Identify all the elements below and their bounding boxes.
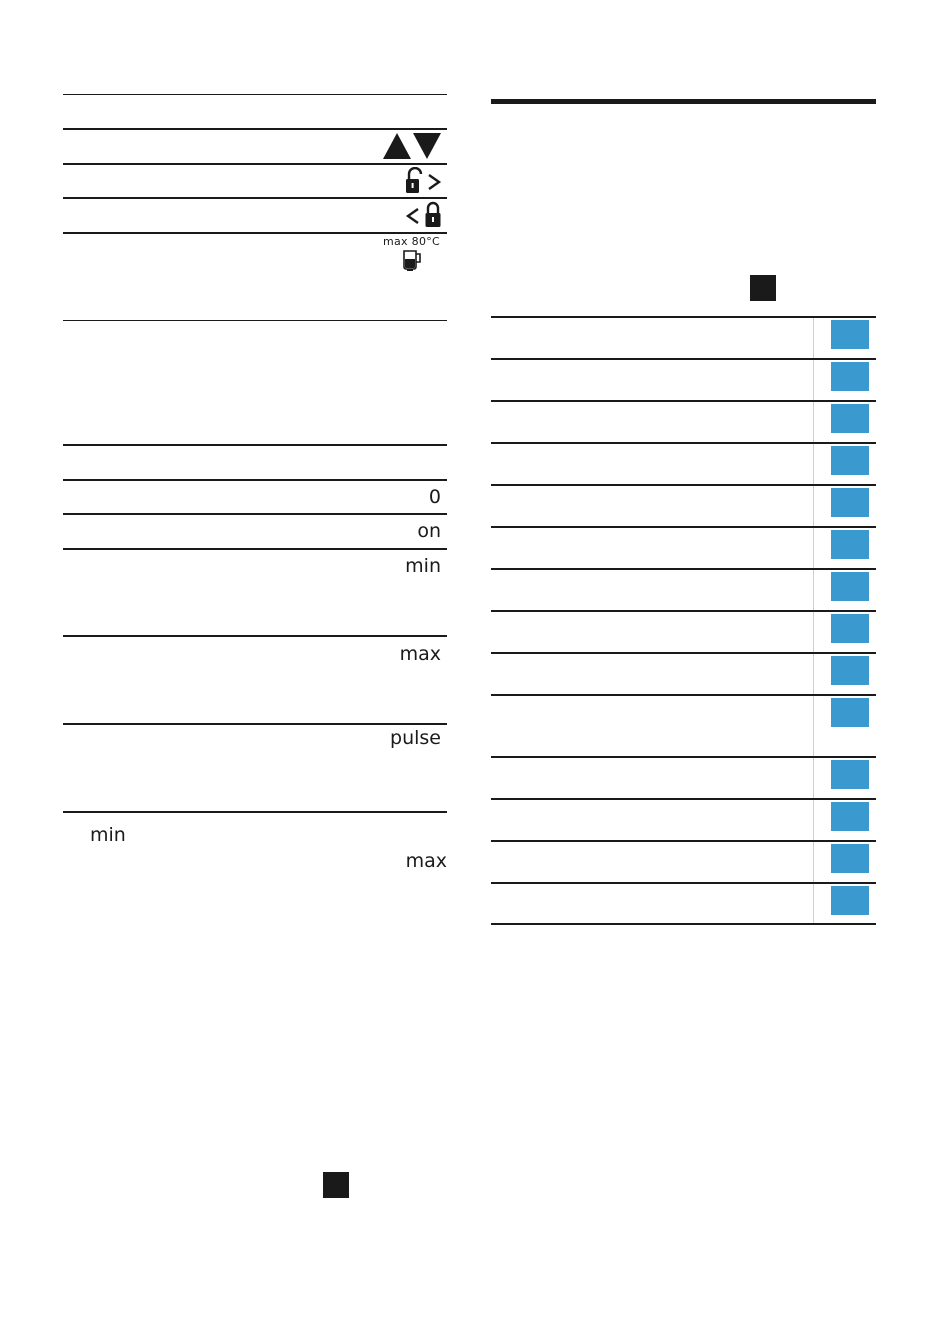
color-cell (831, 656, 869, 685)
color-cell (831, 446, 869, 475)
lock-icon (404, 201, 444, 229)
divider (63, 163, 447, 165)
table-row-line (491, 316, 876, 318)
table-row-line (491, 526, 876, 528)
speed-on-label: on (417, 520, 441, 542)
black-square-icon (323, 1172, 349, 1198)
divider (63, 320, 447, 321)
color-cell (831, 572, 869, 601)
color-cell (831, 698, 869, 727)
heading-rule (491, 99, 876, 104)
divider (63, 128, 447, 130)
jug-temperature-label: max 80°C (383, 235, 441, 248)
table-row-line (491, 652, 876, 654)
range-max-label: max (405, 850, 447, 872)
black-square-icon (750, 275, 776, 301)
divider (63, 635, 447, 637)
table-row-line (491, 840, 876, 842)
color-cell (831, 404, 869, 433)
unlock-icon (404, 167, 444, 195)
column-separator (813, 317, 814, 923)
table-row-line (491, 484, 876, 486)
up-down-triangles-icon (383, 132, 441, 160)
color-cell (831, 614, 869, 643)
speed-min-label: min (405, 555, 441, 577)
table-row-line (491, 756, 876, 758)
divider (63, 94, 447, 95)
divider (63, 723, 447, 725)
speed-pulse-label: pulse (390, 727, 441, 749)
table-row-line (491, 610, 876, 612)
color-cell (831, 488, 869, 517)
table-row-line (491, 400, 876, 402)
speed-zero-label: 0 (428, 486, 441, 508)
color-cell (831, 530, 869, 559)
color-cell (831, 886, 869, 915)
table-row-line (491, 358, 876, 360)
divider (63, 444, 447, 446)
divider (63, 811, 447, 813)
divider (63, 548, 447, 550)
divider (63, 232, 447, 234)
color-cell (831, 802, 869, 831)
jug-icon (402, 250, 422, 272)
table-row-line (491, 694, 876, 696)
speed-max-label: max (399, 643, 441, 665)
table-row-line (491, 882, 876, 884)
divider (63, 479, 447, 481)
color-cell (831, 760, 869, 789)
table-row-line (491, 798, 876, 800)
range-min-label: min (90, 824, 126, 846)
divider (63, 513, 447, 515)
table-row-line (491, 442, 876, 444)
color-cell (831, 320, 869, 349)
color-cell (831, 362, 869, 391)
table-row-line (491, 568, 876, 570)
table-row-line (491, 923, 876, 925)
color-cell (831, 844, 869, 873)
divider (63, 197, 447, 199)
